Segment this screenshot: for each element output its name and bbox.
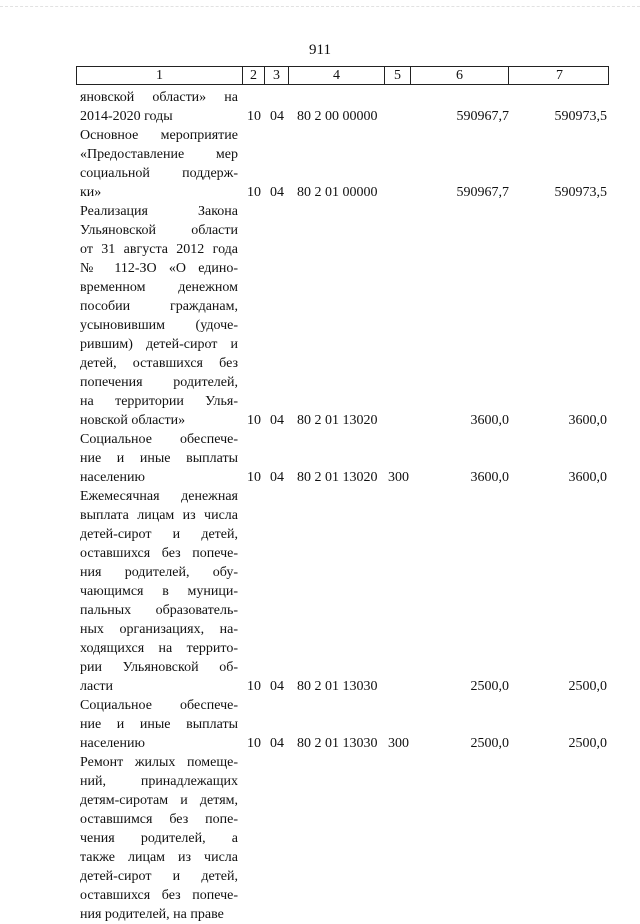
row-name-line: от 31 августа 2012 года [80,242,238,257]
row-name-line: оставшихся без попече- [80,546,238,561]
row-name-line: оставшимся без попе- [80,812,238,827]
header-col-1: 1 [77,67,243,84]
amount-col-6: 3600,0 [470,470,509,485]
row-name-line: пособии гражданам, [80,299,238,314]
amount-col-6: 2500,0 [470,679,509,694]
row-name-line: яновской области» на [80,90,238,105]
row-name-line: попечения родителей, [80,375,238,390]
header-col-7: 7 [556,68,563,83]
row-name-line: Основное мероприятие [80,128,238,143]
row-name-line: рившим) детей-сирот и [80,337,238,352]
row-name-line: № 112-ЗО «О едино- [80,261,238,276]
row-name-line: населению [80,470,145,485]
row-name-line: детей-сирот и детей, [80,869,238,884]
amount-col-6: 590967,7 [456,185,509,200]
amount-col-6: 2500,0 [470,736,509,751]
row-name-line: населению [80,736,145,751]
target-code: 80 2 01 13020 [297,470,378,485]
target-code: 80 2 01 13020 [297,413,378,428]
subsection-code: 04 [270,679,284,694]
row-name-line: Ремонт жилых помеще- [80,755,238,770]
amount-col-7: 590973,5 [554,185,607,200]
expense-type: 300 [388,470,409,485]
section-code: 10 [247,109,261,124]
section-code: 10 [247,470,261,485]
table-row [0,734,640,753]
row-name-line: на территории Улья- [80,394,238,409]
row-name-line: ных организациях, на- [80,622,238,637]
row-name-line: Социальное обеспече- [80,698,238,713]
row-name-line: временном денежном [80,280,238,295]
table-row [0,468,640,487]
row-name-line: Ежемесячная денежная [80,489,238,504]
subsection-code: 04 [270,470,284,485]
table-row [0,107,640,126]
table-row [0,183,640,202]
row-name-line: детей-сирот и детей, [80,527,238,542]
row-name-line: оставшихся без попече- [80,888,238,903]
row-name-line: социальной поддерж- [80,166,238,181]
table-header [76,66,609,85]
row-name-line: усыновившим (удоче- [80,318,238,333]
table-body [0,88,640,922]
row-name-line: пальных образователь- [80,603,238,618]
header-col-4: 4 [289,67,385,84]
expense-type: 300 [388,736,409,751]
header-col-5: 5 [385,67,411,84]
row-name-line: Реализация Закона [80,204,238,219]
row-name-line: выплата лицам из числа [80,508,238,523]
table-row [0,677,640,696]
target-code: 80 2 01 00000 [297,185,378,200]
row-name-line: ние и иные выплаты [80,451,238,466]
page-number: 911 [309,42,331,58]
target-code: 80 2 01 13030 [297,679,378,694]
target-code: 80 2 00 00000 [297,109,378,124]
amount-col-6: 3600,0 [470,413,509,428]
scan-artifact [0,6,640,13]
row-name-line: ходящихся на террито- [80,641,238,656]
amount-col-7: 3600,0 [568,413,607,428]
table-row [0,905,640,924]
row-name-line: ния родителей, на праве [80,907,224,922]
section-code: 10 [247,679,261,694]
row-name-line: ний, принадлежащих [80,774,238,789]
row-name-line: ки» [80,185,102,200]
subsection-code: 04 [270,413,284,428]
row-name [80,202,238,430]
header-col-3: 3 [265,67,289,84]
subsection-code: 04 [270,185,284,200]
row-name-line: ласти [80,679,114,694]
row-name-line: детей, оставшихся без [80,356,238,371]
row-name-line: 2014-2020 годы [80,109,173,124]
row-name [80,487,238,696]
row-name-line: рии Ульяновской об- [80,660,238,675]
table-row [0,411,640,430]
row-name-line: ния родителей, обу- [80,565,238,580]
row-name-line: ние и иные выплаты [80,717,238,732]
row-name-line: чающимся в муници- [80,584,238,599]
section-code: 10 [247,413,261,428]
subsection-code: 04 [270,736,284,751]
row-name-line: Социальное обеспече- [80,432,238,447]
row-name-line: новской области» [80,413,186,428]
row-name [80,753,238,924]
amount-col-7: 590973,5 [554,109,607,124]
amount-col-6: 590967,7 [456,109,509,124]
row-name-line: чения родителей, а [80,831,238,846]
header-col-2: 2 [243,67,265,84]
row-name-line: Ульяновской области [80,223,238,238]
amount-col-7: 2500,0 [568,679,607,694]
amount-col-7: 3600,0 [568,470,607,485]
subsection-code: 04 [270,109,284,124]
row-name-line: детям-сиротам и детям, [80,793,238,808]
amount-col-7: 2500,0 [568,736,607,751]
section-code: 10 [247,185,261,200]
target-code: 80 2 01 13030 [297,736,378,751]
row-name-line: также лицам из числа [80,850,238,865]
row-name-line: «Предоставление мер [80,147,238,162]
header-col-6: 6 [411,67,509,84]
section-code: 10 [247,736,261,751]
